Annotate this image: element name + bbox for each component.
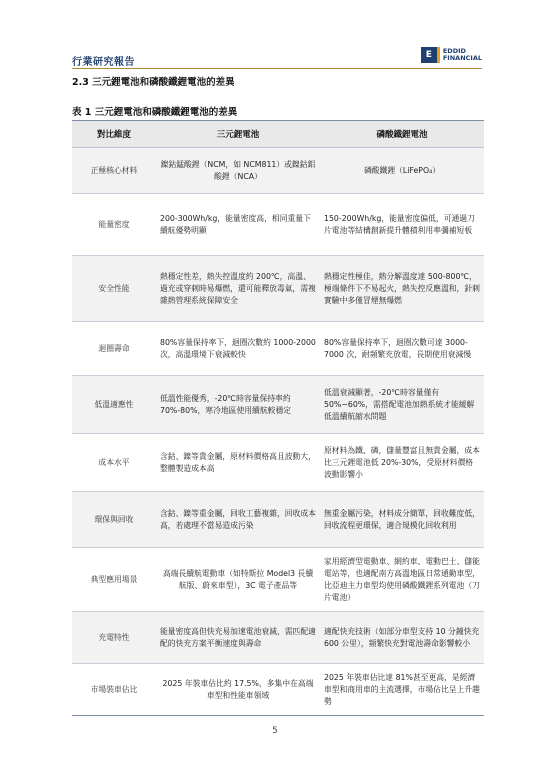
section-title: 2.3 三元鋰電池和磷酸鐵鋰電池的差異 [72, 77, 235, 88]
table-row [72, 376, 484, 434]
lfp-cell: 家用經濟型電動車、網約車、電動巴士、儲能電站等，也適配南方高溫地區日常通勤車型，比亞迪主力車型均使用磷酸鐵鋰系列電池（刀片電池） [320, 548, 484, 612]
row-label: 市場裝車佔比 [72, 664, 156, 716]
ternary-cell: 能量密度高但快充易加速電池衰減，需匹配適配的快充方案平衡速度與壽命 [156, 612, 320, 664]
row-label: 迴圈壽命 [72, 322, 156, 376]
ternary-cell: 含鈷、鎳等貴金屬，原材料價格高且波動大，整體製造成本高 [156, 434, 320, 492]
lfp-cell: 80%容量保持率下，迴圈次數可達 3000-7000 次，耐頻繁充放電，長期使用衰減慢 [320, 322, 484, 376]
ternary-cell: 80%容量保持率下，迴圈次數約 1000-2000 次，高溫環境下衰減較快 [156, 322, 320, 376]
report-type-label: 行業研究報告 [72, 57, 135, 68]
lfp-cell: 150-200Wh/kg，能量密度偏低，可通過刀片電池等結構創新提升體積利用率彌補短板 [320, 194, 484, 256]
lfp-cell: 適配快充技術（如部分車型支持 10 分鐘快充 600 公里），頻繁快充對電池壽命影響較小 [320, 612, 484, 664]
header-divider [72, 68, 482, 69]
ternary-cell: 高端長續航電動車（如特斯拉 Model3 長續航版、蔚來車型），3C 電子產品等 [156, 548, 320, 612]
company-logo [421, 47, 482, 63]
lfp-cell: 無重金屬污染，材料成分簡單，回收難度低，回收流程更環保，適合規模化回收利用 [320, 492, 484, 548]
table-row [72, 194, 484, 256]
table-row [72, 322, 484, 376]
table-row [72, 492, 484, 548]
comparison-table [72, 120, 484, 716]
row-label: 典型應用場景 [72, 548, 156, 612]
table-row [72, 612, 484, 664]
row-label: 充電特性 [72, 612, 156, 664]
table-header-row [72, 121, 484, 148]
logo-line-2: FINANCIAL [442, 54, 482, 62]
logo-line-1: EDDID [442, 47, 466, 55]
row-label: 成本水平 [72, 434, 156, 492]
table-row [72, 664, 484, 716]
lfp-cell: 原材料為鐵、磷，儲量豐富且無貴金屬，成本比三元鋰電池低 20%-30%，受原材料價格波動影響小 [320, 434, 484, 492]
table-caption: 表 1 三元鋰電池和磷酸鐵鋰電池的差異 [72, 107, 238, 118]
logo-mark-icon: E [421, 47, 437, 63]
lfp-cell: 低溫衰減顯著，-20℃時容量僅有 50%~60%，需搭配電池加熱系統才能緩解低溫續航縮水問題 [320, 376, 484, 434]
lfp-cell: 磷酸鐵鋰（LiFePO₄） [320, 148, 484, 194]
ternary-cell: 2025 年裝車佔比約 17.5%，多集中在高端車型和性能車領域 [156, 664, 320, 716]
row-label: 能量密度 [72, 194, 156, 256]
row-label: 低溫適應性 [72, 376, 156, 434]
lfp-cell: 2025 年裝車佔比達 81%甚至更高，是經濟車型和商用車的主流選擇，市場佔比呈上升趨勢 [320, 664, 484, 716]
row-label: 環保與回收 [72, 492, 156, 548]
table-row [72, 256, 484, 322]
table-row [72, 548, 484, 612]
table-row [72, 148, 484, 194]
ternary-cell: 200-300Wh/kg，能量密度高，相同重量下續航優勢明顯 [156, 194, 320, 256]
lfp-cell: 熱穩定性極佳，熱分解溫度達 500-800℃，極端條件下不易起火，熱失控反應溫和，針刺實驗中多僅冒煙無爆燃 [320, 256, 484, 322]
page-number: 5 [272, 726, 278, 736]
row-label: 安全性能 [72, 256, 156, 322]
logo-text [443, 48, 482, 62]
header-lfp: 磷酸鐵鋰電池 [320, 121, 484, 148]
header-dimension: 對比維度 [72, 121, 156, 148]
ternary-cell: 含鈷、鎳等重金屬，回收工藝複雜，回收成本高，若處理不當易造成污染 [156, 492, 320, 548]
ternary-cell: 熱穩定性差，熱失控溫度約 200℃，高溫、過充或穿刺時易爆燃，還可能釋放毒氣，需複雜熱管理系統保障安全 [156, 256, 320, 322]
page-header [72, 47, 482, 69]
row-label: 正極核心材料 [72, 148, 156, 194]
ternary-cell: 低溫性能優秀，-20℃時容量保持率約 70%-80%，寒冷地區使用續航較穩定 [156, 376, 320, 434]
ternary-cell: 鎳鈷錳酸鋰（NCM，如 NCM811）或鎳鈷鋁酸鋰（NCA） [156, 148, 320, 194]
table-row [72, 434, 484, 492]
header-ternary: 三元鋰電池 [156, 121, 320, 148]
